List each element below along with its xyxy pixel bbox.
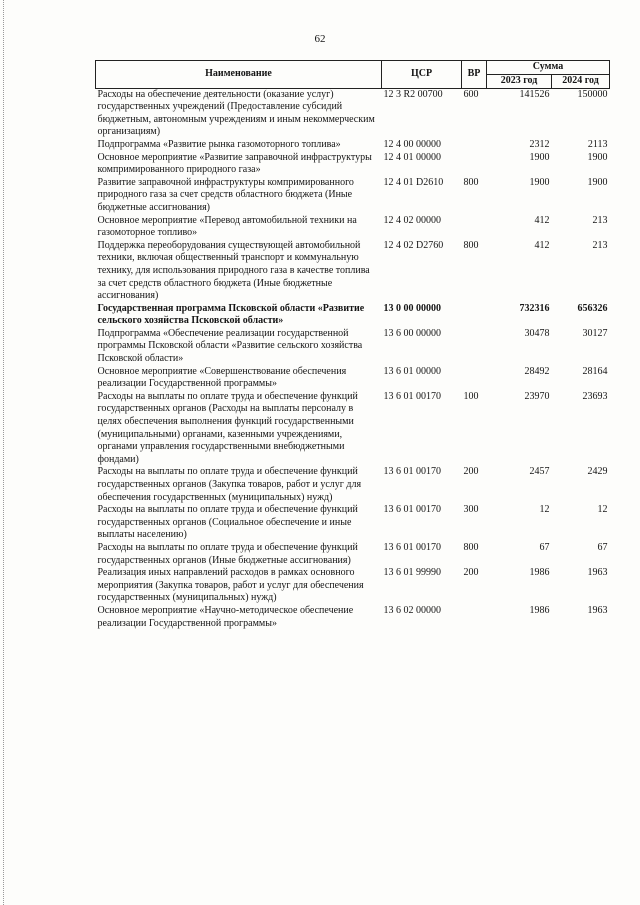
table-row	[96, 542, 610, 567]
row-vr	[462, 366, 487, 391]
row-sum-2023: 23970	[524, 390, 550, 402]
row-name: Расходы на обеспечение деятельности (оказание услуг) государственных учреждений (Предоставление субсидий бюджетным, автономным учреждениям и иным некоммерческим организациям)	[97, 88, 375, 138]
row-csr: 13 6 01 00000	[383, 365, 441, 377]
row-name: Подпрограмма «Развитие рынка газомоторного топлива»	[97, 138, 341, 150]
row-name: Основное мероприятие «Научно-методическое обеспечение реализации Государственной программы»	[97, 604, 354, 629]
row-vr	[462, 328, 487, 366]
page-number: 62	[314, 33, 326, 45]
row-sum-2024: 1900	[587, 176, 608, 188]
row-sum-2023: 67	[539, 541, 550, 553]
header-csr: ЦСР	[382, 61, 462, 89]
table-row	[96, 504, 610, 542]
header-sum: Сумма	[487, 61, 610, 75]
table-row	[96, 366, 610, 391]
header-year-2024: 2024 год	[552, 75, 610, 89]
row-vr	[462, 605, 487, 630]
row-sum-2024: 150000	[577, 88, 608, 100]
page-edge	[3, 0, 4, 905]
row-csr: 12 4 02 00000	[383, 214, 441, 226]
table-row	[96, 240, 610, 303]
table-row	[96, 466, 610, 504]
row-sum-2024: 30127	[582, 327, 608, 339]
row-csr: 13 6 01 00170	[383, 466, 441, 478]
row-vr	[462, 215, 487, 240]
row-sum-2023: 28492	[524, 365, 550, 377]
row-csr: 12 4 01 00000	[383, 151, 441, 163]
row-name: Поддержка переоборудования существующей автомобильной техники, включая общественный транспорт и коммунальную технику, для использования природного газа в качестве топлива за счет средств областного бюджета (Иные бюджетные ассигнования)	[97, 239, 370, 302]
row-name: Государственная программа Псковской области «Развитие сельского хозяйства Псковской области»	[97, 302, 365, 327]
row-csr: 13 0 00 00000	[383, 302, 441, 314]
row-sum-2023: 141526	[519, 88, 550, 100]
row-sum-2023: 732316	[519, 302, 550, 314]
row-sum-2023: 1986	[529, 604, 550, 616]
row-name: Основное мероприятие «Совершенствование обеспечения реализации Государственной программы»	[97, 365, 347, 390]
row-sum-2023: 2457	[529, 466, 550, 478]
table-row	[96, 88, 610, 139]
row-vr: 600	[463, 88, 479, 100]
row-csr: 13 6 00 00000	[383, 327, 441, 339]
row-vr: 800	[463, 541, 479, 553]
row-sum-2024: 12	[597, 504, 608, 516]
row-csr: 12 4 02 D2760	[383, 239, 444, 251]
row-name: Расходы на выплаты по оплате труда и обеспечение функций государственных органов (Расходы на выплаты персоналу в целях обеспечения выполнения функций государственными (муниципальными) органами, казенными учреждениями, органами управления государственными внебюджетными фондами)	[97, 390, 358, 465]
row-sum-2024: 213	[592, 214, 608, 226]
row-name: Реализация иных направлений расходов в рамках основного мероприятия (Закупка товаров, работ и услуг для обеспечения государственных (муниципальных) нужд)	[97, 567, 364, 604]
row-name: Расходы на выплаты по оплате труда и обеспечение функций государственных органов (Иные бюджетные ассигнования)	[97, 541, 358, 566]
row-sum-2023: 12	[539, 504, 550, 516]
row-vr: 100	[463, 390, 479, 402]
header-name: Наименование	[96, 61, 382, 89]
row-csr: 13 6 01 00170	[383, 541, 441, 553]
row-sum-2023: 412	[534, 239, 550, 251]
row-vr: 200	[463, 567, 479, 579]
row-vr: 800	[463, 239, 479, 251]
row-csr: 13 6 01 99990	[383, 567, 441, 579]
row-csr: 12 4 00 00000	[383, 138, 441, 150]
row-sum-2024: 23693	[582, 390, 608, 402]
row-name: Развитие заправочной инфраструктуры компримированного природного газа за счет средств областного бюджета (Иные бюджетные ассигнования)	[97, 176, 354, 213]
row-sum-2024: 656326	[577, 302, 608, 314]
row-csr: 13 6 01 00170	[383, 504, 441, 516]
row-vr: 300	[463, 504, 479, 516]
row-name: Основное мероприятие «Развитие заправочной инфраструктуры компримированного природного газа»	[97, 151, 372, 176]
row-sum-2023: 1900	[529, 176, 550, 188]
table-body	[96, 88, 610, 630]
row-vr: 800	[463, 176, 479, 188]
row-name: Расходы на выплаты по оплате труда и обеспечение функций государственных органов (Закупка товаров, работ и услуг для обеспечения государственных (муниципальных) нужд)	[97, 466, 362, 503]
row-sum-2024: 1900	[587, 151, 608, 163]
table-row	[96, 567, 610, 605]
row-sum-2023: 412	[534, 214, 550, 226]
row-vr	[462, 303, 487, 328]
table-row	[96, 391, 610, 467]
row-sum-2023: 30478	[524, 327, 550, 339]
row-sum-2023: 2312	[529, 138, 550, 150]
budget-table	[95, 60, 610, 630]
row-sum-2024: 213	[592, 239, 608, 251]
row-sum-2024: 28164	[582, 365, 608, 377]
row-vr: 200	[463, 466, 479, 478]
table-row	[96, 177, 610, 215]
row-vr	[462, 139, 487, 152]
header-year-2023: 2023 год	[487, 75, 552, 89]
row-sum-2023: 1986	[529, 567, 550, 579]
row-name: Расходы на выплаты по оплате труда и обеспечение функций государственных органов (Социальное обеспечение и иные выплаты населению)	[97, 504, 358, 541]
row-vr	[462, 152, 487, 177]
row-csr: 13 6 01 00170	[383, 390, 441, 402]
row-csr: 12 3 R2 00700	[383, 88, 443, 100]
row-name: Подпрограмма «Обеспечение реализации государственной программы Псковской области «Развитие сельского хозяйства Псковской области»	[97, 327, 363, 365]
row-sum-2024: 67	[597, 541, 608, 553]
table-row	[96, 139, 610, 152]
table-row	[96, 328, 610, 366]
row-csr: 12 4 01 D2610	[383, 176, 444, 188]
row-sum-2024: 2429	[587, 466, 608, 478]
row-sum-2024: 1963	[587, 604, 608, 616]
row-sum-2024: 1963	[587, 567, 608, 579]
row-csr: 13 6 02 00000	[383, 604, 441, 616]
table-row	[96, 303, 610, 328]
row-name: Основное мероприятие «Перевод автомобильной техники на газомоторное топливо»	[97, 214, 357, 239]
table-row	[96, 215, 610, 240]
row-sum-2023: 1900	[529, 151, 550, 163]
row-sum-2024: 2113	[587, 138, 608, 150]
table-row	[96, 605, 610, 630]
header-vr: ВР	[462, 61, 487, 89]
table-row	[96, 152, 610, 177]
